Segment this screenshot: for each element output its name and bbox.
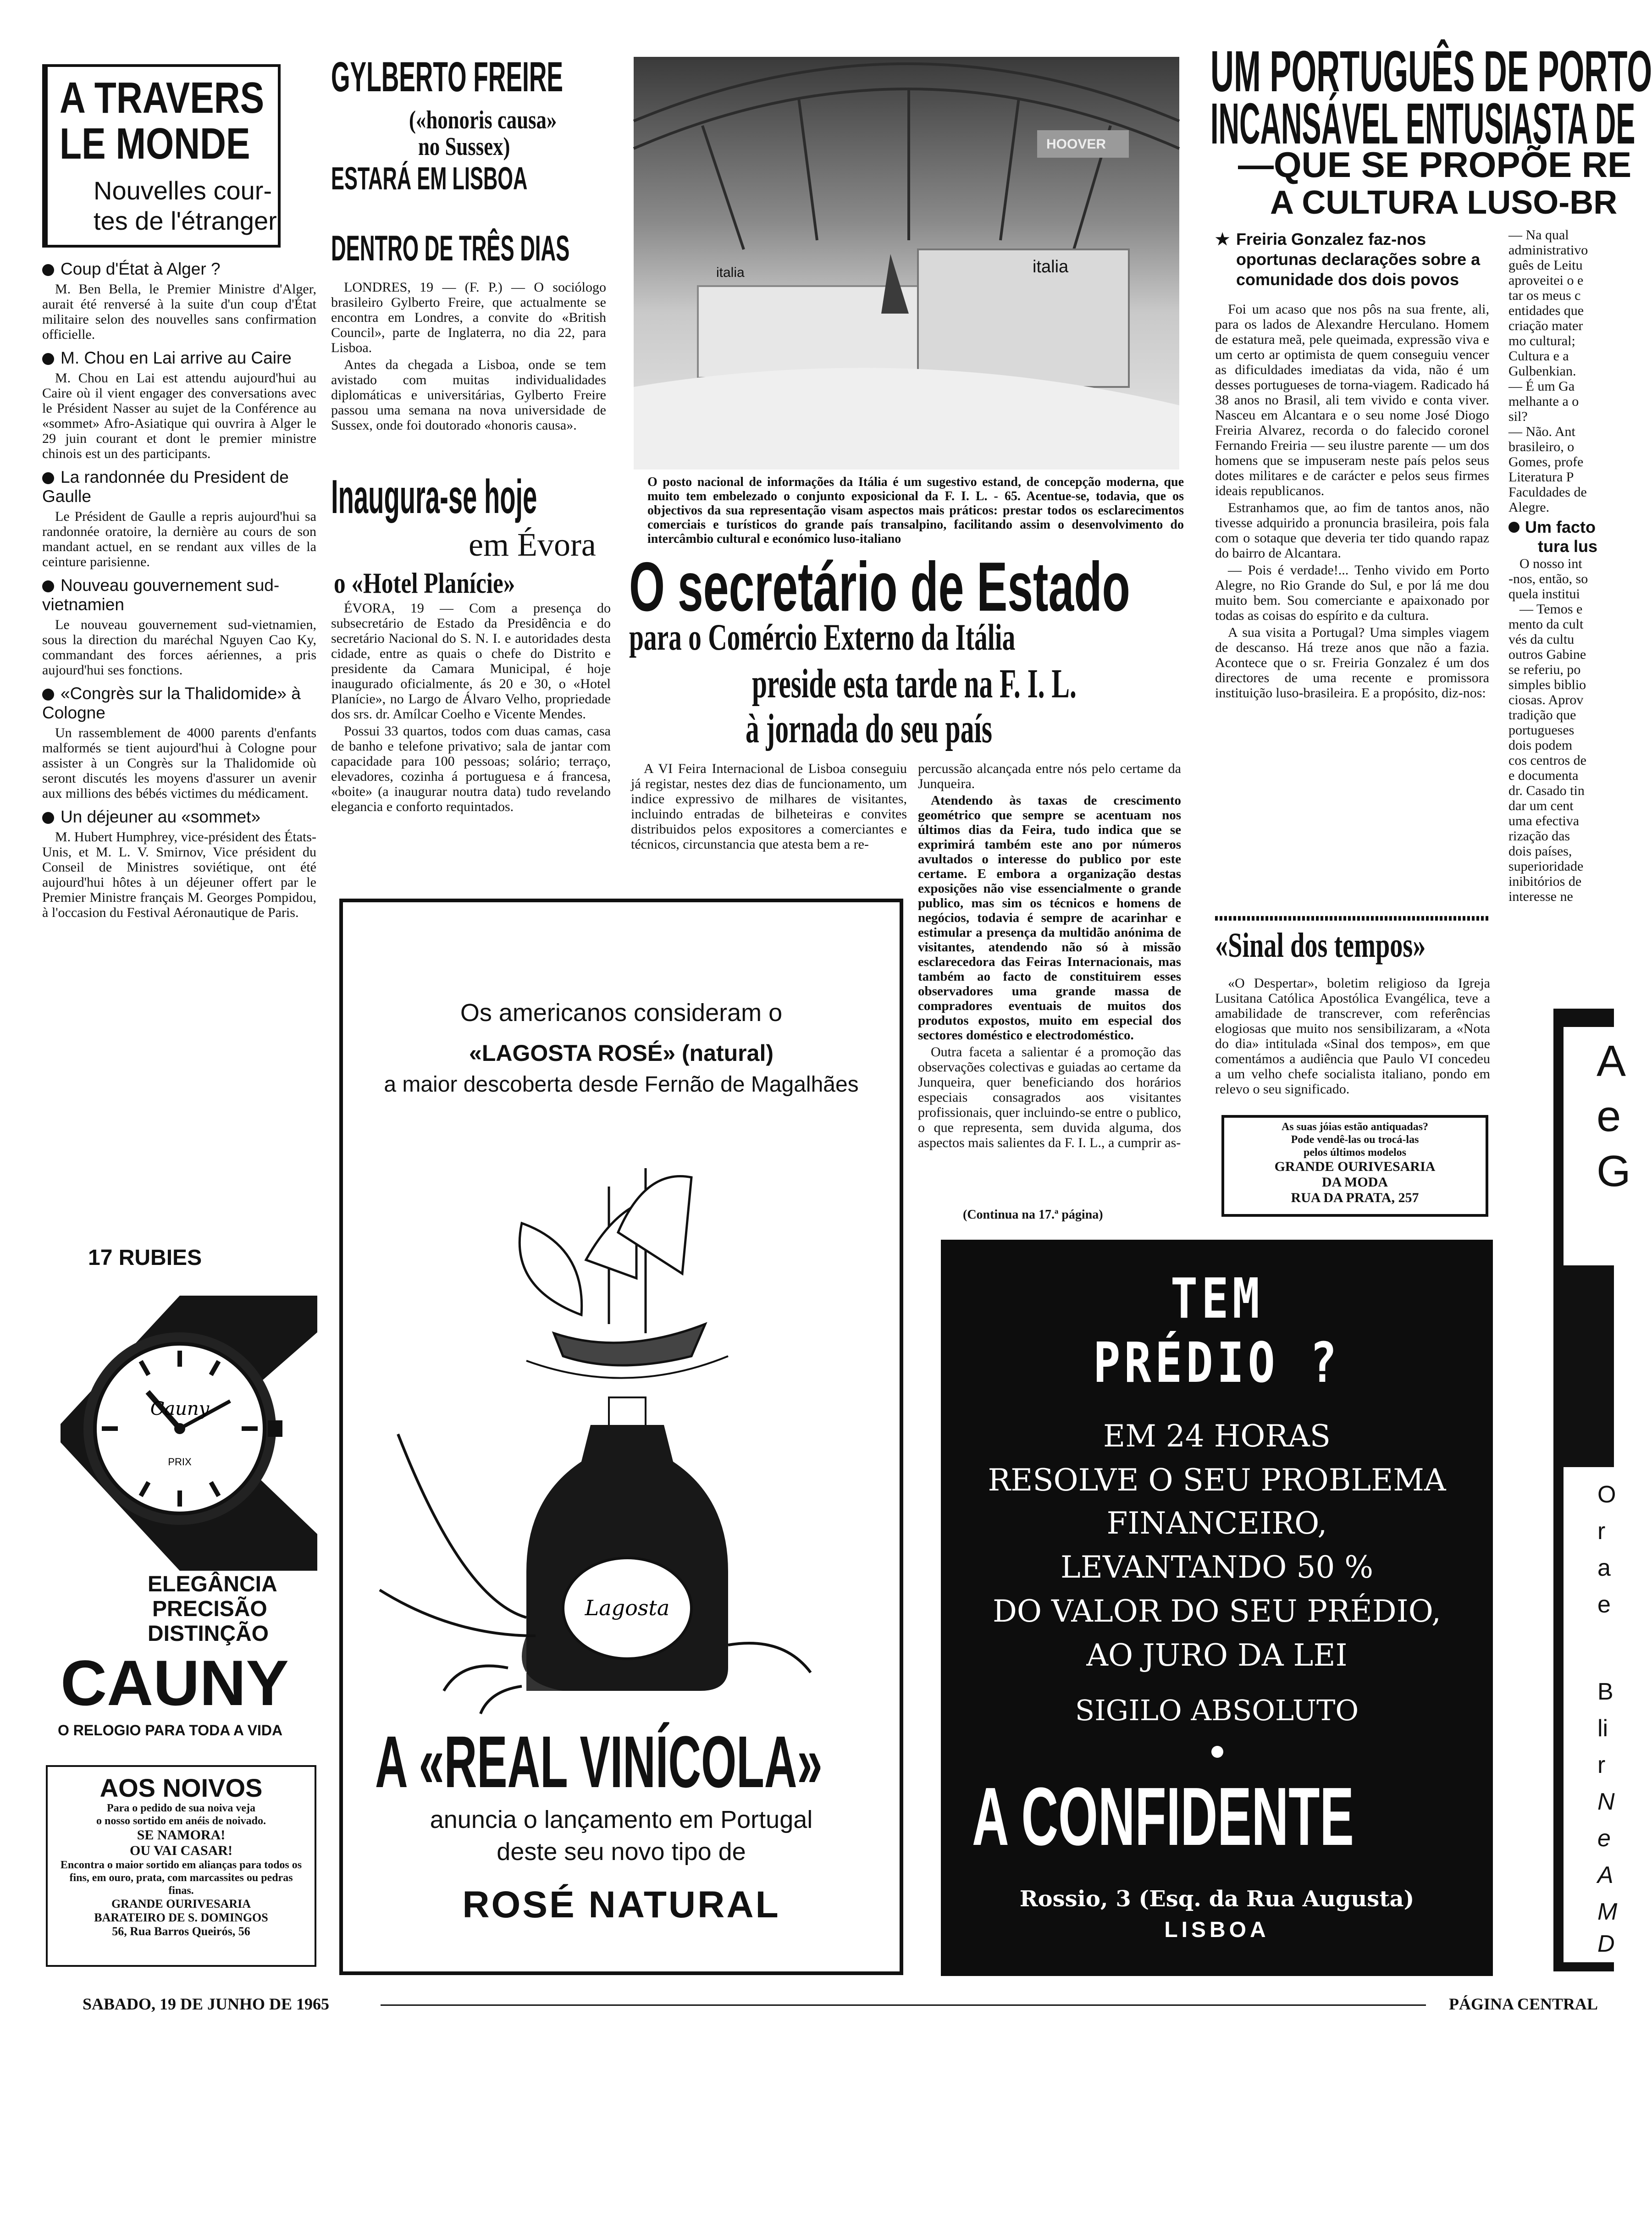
footer-date: SABADO, 19 DE JUNHO DE 1965 [83,1995,330,2013]
secretario-p2: percussão alcançada entre nós pelo certame da Junqueira. [918,761,1181,791]
travers-title-1: A TRAVERS [60,73,265,122]
portugues-p2: Estranhamos que, ao fim de tantos anos, não tivesse adquirido a pronuncia brasileira, pois fala com o sotaque que deveria ter tido quando rapaz do bairro de Alcantara. [1215,500,1489,561]
portugues-p4: A sua visita a Portugal? Uma simples viagem de descanso. Há treze anos que não a fazia. Acontece que o sr. Freiria Gonzalez é um dos directores de uma recente e promissora instituição luso-brasileira. E a propósito, diz-nos: [1215,625,1489,701]
lagosta-l1: Os americanos consideram o [460,999,783,1027]
col2-line: Faculdades de [1508,485,1587,500]
portugues-h3: —QUE SE PROPÕE RE [1238,144,1632,185]
zigzag-divider [1215,916,1488,921]
dial-sub: PRIX [168,1456,192,1468]
col2-line: brasileiro, o [1508,439,1575,454]
right-fragment: N [1597,1788,1615,1815]
right-fragment: B [1597,1678,1613,1705]
col2-line: Gulbenkian. [1508,364,1576,379]
news-item [42,259,316,342]
secretario-h4: à jornada do seu país [746,706,993,751]
noivos-l3: SE NAMORA! [137,1827,226,1843]
freire-p2: Antes da chegada a Lisboa, onde se tem avistado com muitas individualidades diplomáticas e universitárias, Gylberto Freire passou uma semana na nova universidade de Sussex, onde foi doutorado «honoris causa». [331,357,606,433]
portugues-headline [1210,39,1652,225]
watch-icon [42,1277,322,1571]
footer-page: PÁGINA CENTRAL [1449,1995,1598,2013]
confidente-city: LISBOA [1164,1918,1270,1942]
ship-and-bottle-illustration [370,1141,875,1714]
col2-line: Cultura e a [1508,348,1569,364]
lagosta-l3: a maior descoberta desde Fernão de Magalhães [384,1072,859,1097]
col2-line: sil? [1508,409,1528,424]
fil-stand-photo [634,57,1179,469]
hotel-h2: em Évora [469,526,596,563]
news-heading: Nouveau gouvernement sud-vietnamien [42,576,280,614]
col2-subhead-2: tura lus [1538,537,1598,556]
confidente-address: Rossio, 3 (Esq. da Rua Augusta) [1019,1886,1414,1912]
right-ad-white-panel [1564,1027,1631,1265]
cauny-tagline: O RELOGIO PARA TODA A VIDA [58,1722,283,1739]
hotel-h1: Inaugura-se hoje [331,470,537,524]
secretario-headline [629,550,1188,766]
news-item [42,348,316,461]
bottle-label: Lagosta [585,1595,670,1620]
freire-h5: DENTRO DE TRÊS DIAS [331,228,570,268]
freire-h3: no Sussex) [418,132,510,161]
lagosta-sub2: deste seu novo tipo de [497,1838,746,1866]
col2-line: dr. Casado tin [1508,783,1585,798]
right-fragment: A [1597,1862,1613,1888]
col2-line: dois podem [1508,738,1573,753]
col2-line: se referiu, po [1508,662,1581,677]
right-fragment: a [1597,1555,1611,1581]
col2-line: superioridade [1508,859,1584,874]
lagosta-l2: «LAGOSTA ROSÉ» (natural) [469,1040,774,1066]
confidente-l2: PRÉDIO ? [1093,1331,1341,1395]
cauny-line2: PRECISÃO [152,1597,267,1621]
news-item [42,576,316,678]
col2-line: -nos, então, so [1508,571,1588,586]
travers-title-2: LE MONDE [60,119,250,168]
portugues-p1: Foi um acaso que nos pôs na sua frente, ali, para os lados de Alexandre Herculano. Homem de estatura meã, pele queimada, expressão viva e um certo ar optimista de quem conseguiu vencer as dificuldades imediatas da vida, não é um desses portugueses de torna-viagem. Radicado há 38 anos no Brasil, ali tem vivido e conta viver. Nasceu em Alcantara e o seu nome José Diogo Freiria Alvarez, recorda o do falecido coronel Fernando Freiria — seu ilustre parente — um dos homens que se impuseram neste país pelos seus dotes militares e de carácter e pelos seus firmes ideais republicanos. [1215,302,1489,498]
secretario-p1: A VI Feira Internacional de Lisboa conseguiu já registar, nestes dez dias de funcionamento, um indice expressivo de milhares de visitantes, incluindo entradas de bilheteiras e convites distribuidos pelos expositores a comerciantes e técnicos, circunstancia que atesta bem a re- [631,761,907,852]
lagosta-product: ROSÉ NATURAL [462,1884,780,1926]
col2-line: criação mater [1508,318,1583,333]
secretario-p3: Atendendo às taxas de crescimento geométrico que sempre se acentuam nos últimos dias da Feira, tudo indica que se exprimirá também este ano por números avultados o interesse do publico por este certame. E embora a organização destas exposições não vise essencialmente o grande publico, mas sim os técnicos e homens de negócios, todavia é sempre de acarinhar e estimular a presença da multidão anónima de visitantes, atendendo não só à missão esclarecedora das Feiras Internacionais, mas também ao facto de constituirem esses observadores uma grande massa de compradores eventuais de muitos dos produtos expostos, muito em especial dos sectores doméstico e electrodoméstico. [918,793,1181,1043]
col2-subhead: Um facto [1508,518,1614,537]
right-fragment: r [1597,1752,1606,1778]
col2-line: uma efectiva [1508,813,1580,828]
confidente-l1: TEM [1170,1267,1264,1331]
portugues-p3: — Pois é verdade!... Tenho vivido em Porto Alegre, no Rio Grande do Sul, e por lá me dou muito bem. Sou comerciante e apaixonado por todas as coisas do espírito e da cultura. [1215,563,1489,623]
col2-line: inibitórios de [1508,874,1582,889]
col2-line: — Não. Ant [1508,424,1575,439]
dial-brand: Cauny [150,1398,210,1419]
joias-ad [1221,1115,1488,1217]
col2-line: quela institui [1508,586,1580,602]
freire-p1: LONDRES, 19 — (F. P.) — O sociólogo brasileiro Gylberto Freire, que actualmente se encontra em Londres, a convite do «British Council», parte de Inglaterra, no dia 22, para Lisboa. [331,280,606,355]
col2-line: O nosso int [1519,556,1582,571]
secretario-p4: Outra faceta a salientar é a promoção das observações colectivas e guiadas ao certame da Junqueira, quer beneficiando dos horários especiais consagrados aos visitantes profissionais, quer incluindo-se entre o publico, o que representa, sem duvida alguma, dos aspectos mais salientes da F. I. L., a cumprir as- [918,1044,1181,1150]
travers-subtitle-1: Nouvelles cour- [94,176,272,205]
noivos-l7: BARATEIRO DE S. DOMINGOS [94,1911,268,1924]
confidente-ad [941,1240,1493,1976]
right-fragment: r [1597,1518,1606,1545]
cauny-line1: ELEGÂNCIA [148,1572,277,1596]
col2-line: outros Gabine [1508,647,1586,662]
secretario-continua: (Continua na 17.ª página) [963,1208,1103,1222]
news-body: Un rassemblement de 4000 parents d'enfants malformés se tient aujourd'hui à Cologne pour assister à un Congrès sur la Thalidomide où seront discutés les moyens d'assurer un avenir aux millions des bébés victimes du médicament. [42,725,316,801]
cauny-brand: CAUNY [61,1647,289,1719]
news-body: M. Chou en Lai est attendu aujourd'hui au Caire où il vient engager des conversations avec le Président Nasser au sujet de la Conférence au «sommet» Afro-Asiatique qui ouvrira à Alger le 29 juin courant et dont le premier ministre chinois est un des participants. [42,370,316,461]
cauny-line3: DISTINÇÃO [148,1622,269,1646]
secretario-col-2 [918,761,1181,1229]
sinal-article [1215,926,1490,1109]
confidente-dot [1211,1746,1223,1758]
col2-line: Literatura P [1508,469,1574,485]
col2-line: entidades que [1508,303,1584,318]
hotel-article [331,463,611,885]
col2-line: aproveitei o e [1508,273,1584,288]
col2-line: — Na qual [1508,227,1569,243]
col2-line: mento da cult [1508,617,1584,632]
noivos-l6: GRANDE OURIVESARIA [111,1897,251,1910]
secretario-h2: para o Comércio Externo da Itália [629,616,1016,658]
freire-h2: («honoris causa» [409,106,557,134]
confidente-l7: DO VALOR DO SEU PRÉDIO, [993,1594,1441,1629]
sinal-body: «O Despertar», boletim religioso da Igreja Lusitana Católica Apostólica Evangélica, teve a amabilidade de transcrever, com referências elogiosas que muito nos sensibilizaram, a «Nota do dia» intitulada «Sinal dos tempos», em que comentámos a audiência que Paulo VI concedeu a um velho chefe socialista italiano, pondo em relevo o seu significado. [1215,976,1490,1097]
noivos-l1: Para o pedido de sua noiva veja [106,1802,256,1814]
confidente-l9: SIGILO ABSOLUTO [1075,1694,1359,1727]
confidente-l8: AO JURO DA LEI [1086,1638,1348,1673]
right-fragment: M [1597,1899,1618,1925]
sinal-title: «Sinal dos tempos» [1215,926,1426,965]
right-fragment: D [1597,1931,1615,1957]
news-body: M. Ben Bella, le Premier Ministre d'Alger, aurait été renversé à la suite d'un coup d'État militaire selon des nouvelles sans confirmation officielle. [42,282,316,342]
col2-line: rização das [1508,828,1570,844]
col2-line: portugueses [1508,723,1575,738]
col2-line: simples biblio [1508,677,1586,692]
portugues-h4: A CULTURA LUSO-BR [1270,184,1618,221]
news-body: Le nouveau gouvernement sud-vietnamien, sous la direction du maréchal Nguyen Cao Ky, commandant des forces aériennes, a pris aujourd'hui ses fonctions. [42,617,316,678]
col2-line: dar um cent [1508,798,1574,813]
freire-article [331,55,606,458]
photo-sign-hoover: HOOVER [1046,137,1106,152]
news-item [42,807,316,920]
news-heading: Un déjeuner au «sommet» [42,807,316,827]
col2-line: Alegre. [1508,500,1550,515]
photo-sign-italia-2: italia [1033,257,1069,276]
star-icon: ★ [1215,230,1230,248]
right-fragment: e [1597,1825,1611,1852]
col2-line: vés da cultu [1508,632,1575,647]
lagosta-ad [339,899,903,1975]
cauny-ad [42,1245,322,1745]
confidente-name: A CONFIDENTE [972,1771,1354,1863]
lagosta-sub1: anuncia o lançamento em Portugal [430,1806,813,1833]
right-fragment: li [1597,1715,1608,1742]
news-body: Le Président de Gaulle a repris aujourd'hui sa randonnée oratoire, la dernière au cours de son mandant actuel, en se rendant aux villes de la ceinture parisienne. [42,509,316,569]
photo-sign-italia-1: italia [716,265,745,280]
col2-line: mo cultural; [1508,333,1575,348]
portugues-col-2 [1508,227,1614,906]
freire-h1: GYLBERTO FREIRE [331,54,563,100]
news-item [42,684,316,801]
col2-line: Gomes, profe [1508,454,1584,469]
col2-line: guês de Leitu [1508,258,1583,273]
travers-subtitle-2: tes de l'étranger [94,206,277,235]
noivos-title: AOS NOIVOS [99,1773,263,1802]
news-heading: La randonnée du President de Gaulle [42,468,289,506]
lagosta-headline: A «REAL VINÍCOLA» [375,1721,823,1803]
cauny-rubies: 17 RUBIES [88,1246,202,1270]
joias-l2: Pode vendê-las ou trocá-las [1291,1134,1419,1146]
noivos-l4: OU VAI CASAR! [130,1843,232,1858]
noivos-ad [46,1765,316,1967]
col2-line: tradição que [1508,707,1576,723]
freire-h4: ESTARÁ EM LISBOA [331,160,528,196]
hotel-p1: ÉVORA, 19 — Com a presença do subsecretário de Estado da Presidência e do secretário Nacional do S. N. I. e autoridades desta cidade, entre as quais o chefe do Distrito e presidente da Camara Municipal, é hoje inaugurado oficialmente, ás 20 e 30, o «Hotel Planície», no Largo de Álvaro Velho, propriedade dos srs. dr. Amílcar Coelho e Vicente Mendes. [331,601,611,722]
footer-rule [381,2004,1426,2006]
right-fragment: e [1597,1591,1611,1618]
col2-line: — É um Ga [1508,379,1575,394]
portugues-lead: ★ Freiria Gonzalez faz-nos oportunas declarações sobre a comunidade dos dois povos [1215,230,1481,289]
right-fragment: O [1597,1481,1616,1508]
noivos-l8: 56, Rua Barros Queirós, 56 [112,1925,250,1938]
noivos-l2: o nosso sortido em anéis de noivado. [96,1815,266,1827]
confidente-l3: EM 24 HORAS [1103,1419,1331,1454]
confidente-l5: FINANCEIRO, [1106,1506,1327,1541]
news-item [42,468,316,569]
col2-line: e documenta [1508,768,1579,783]
col2-line: melhante a o [1508,394,1579,409]
col2-line: cos centros de [1508,753,1586,768]
col2-line: interesse ne [1508,889,1573,904]
right-fragment: A [1597,1037,1626,1086]
news-body: M. Hubert Humphrey, vice-président des États-Unis, et M. L. V. Smirnov, Vice président du Conseil de Ministres soviétique, ont été aujourd'hui hôtes à un déjeuner offert par le Premier Ministre français M. Georges Pompidou, à l'occasion du Festival Aéronautique de Paris. [42,829,316,920]
noivos-l5: Encontra o maior sortido em alianças para todos os fins, em ouro, prata, com marcassites ou pedras finas. [60,1859,302,1897]
photo-caption: O posto nacional de informações da Itália é um sugestivo estand, de concepção moderna, que muito tem embelezado o conjunto exposicional da F. I. L. - 65. Acentue-se, todavia, que os objectivos da sua representação visam aspectos mais práticos: prestar todos os esclarecimentos comerciais e turísticos do grande país transalpino, facilitando assim o desenvolvimento do intercâmbio cultural e económico luso-italiano [647,475,1184,546]
right-fragment: G [1597,1147,1631,1196]
secretario-col-1 [631,761,907,889]
joias-l6: RUA DA PRATA, 257 [1291,1190,1419,1205]
secretario-h3: preside esta tarde na F. I. L. [752,661,1077,707]
confidente-l4: RESOLVE O SEU PROBLEMA [988,1463,1446,1498]
hotel-h3: o «Hotel Planície» [334,567,515,599]
hotel-p2: Possui 33 quartos, todos com duas camas, casa de banho e telefone privativo; sala de jantar com capacidade para 100 pessoas; solário; terraço, elevadores, cozinha á portuguesa e á francesa, «boite» (a inaugurar noutra data) tudo revelando elegancia e conforto requintados. [331,723,611,814]
joias-l5: DA MODA [1321,1175,1388,1190]
news-heading: «Congrès sur la Thalidomide» à Cologne [42,684,301,722]
portugues-h2: INCANSÁVEL ENTUSIASTA DE [1210,91,1635,156]
joias-l4: GRANDE OURIVESARIA [1274,1159,1436,1174]
secretario-h1: O secretário de Estado [629,548,1130,626]
joias-l1: As suas jóias estão antiquadas? [1281,1121,1429,1133]
travers-news-column [42,253,316,1239]
confidente-l6: LEVANTANDO 50 % [1060,1550,1374,1585]
news-heading: M. Chou en Lai arrive au Caire [42,348,316,368]
travers-title-box [42,64,281,248]
portugues-h1: UM PORTUGUÊS DE PORTO [1210,39,1652,104]
col2-line: tar os meus c [1508,288,1581,303]
col2-line: ciosas. Aprov [1508,692,1584,707]
col2-line: administrativo [1508,243,1588,258]
right-ad-white-panel-2 [1564,1467,1618,1962]
col2-line: — Temos e [1519,602,1583,617]
col2-line: dois países, [1508,844,1572,859]
joias-l3: pelos últimos modelos [1303,1147,1406,1159]
exhibition-hall-icon [634,57,1179,469]
news-heading: Coup d'État à Alger ? [42,259,316,279]
right-fragment: e [1597,1092,1621,1141]
